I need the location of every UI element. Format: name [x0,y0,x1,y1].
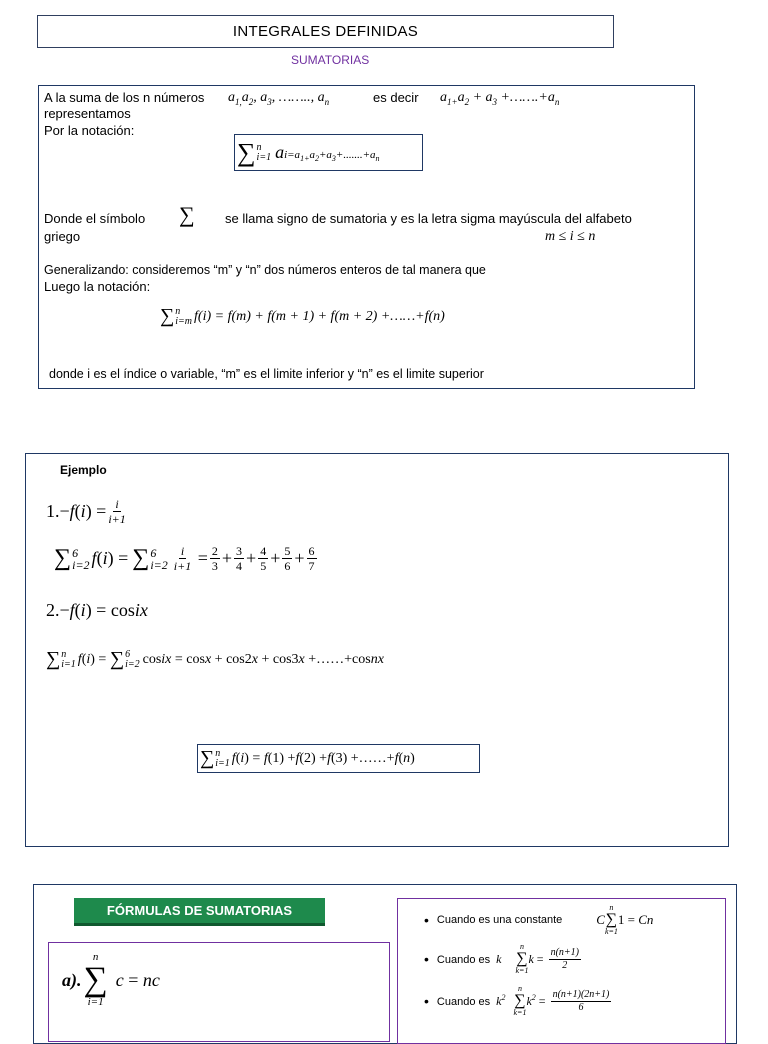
luego-text: Luego la notación: [44,279,151,294]
es-decir-text: es decir [373,90,419,105]
boxed-sum-formula: ∑ n i=1 a $i=a_{1+}a_2+a_3+.......+a_n$ [234,134,423,171]
sum-expr: $a_{1+}a_2 + a_3$ $+\dots\dots.+a_n$ [440,90,560,107]
general-sum-formula: ∑ n i=m f(i) = f(m) + f(m + 1) + f(m + 2) +……+f(n) [160,305,445,327]
formula-item-label: Cuando es $k^2$ [436,993,506,1008]
formula-item-constant: • Cuando es una constante C n ∑ k=1 1 = Cn [424,903,654,936]
formula-item-label: Cuando es una constante [436,914,563,926]
example1-sum: ∑ 6 i=2 f ( i ) = ∑ 6 i=2 $\frac{i}{i+1}$ = $\frac{2}{3}$ + $\frac{3}{4}$ + $\frac{4}{5}$ + $\frac{5}{6}$ + $\frac{6}{7}$ [54,544,315,573]
signo-sumatoria-text: se llama signo de sumatoria y es la letra sigma mayúscula del alfabeto [225,211,632,226]
formula-item-k-squared: • Cuando es $k^2$ n ∑ k=1 $k^2$ = $\frac{n(n+1)(2n+1)}{6}$ [424,984,610,1017]
formula-item-label: Cuando es k [436,951,502,966]
example2-definition: 2.−f(i) = cosix [46,600,148,620]
intro-text: A la suma de los n números [44,90,205,105]
formula-item-k: • Cuando es k n ∑ k=1 k = $\frac{n(n+1)}{2}$ [424,942,579,975]
indice-text: donde i es el índice o variable, “m” es el limite inferior y “n” es el limite superior [49,367,484,381]
donde-simbolo-text: Donde el símbolo [44,211,146,226]
notacion-text: Por la notación: [44,123,135,138]
example-boxed-formula: ∑ n i=1 f ( i ) = f (1) + f (2) + f (3) +……+ f ( n ) [197,744,480,773]
formulas-banner-label: FÓRMULAS DE SUMATORIAS [106,903,293,918]
example-heading: Ejemplo [60,463,107,477]
generalizando-text: Generalizando: consideremos “m” y “n” dos números enteros de tal manera que [44,263,486,277]
sigma-symbol: ∑ [237,137,256,167]
definition-box [38,85,695,389]
formula-a: a). n ∑ i=1 c = nc [62,951,160,1008]
title-box [37,15,614,48]
sequence-expr: $a_{1,}a_2$, $a_3$, …….., $a_n$ [228,90,330,107]
page-title: INTEGRALES DEFINIDAS [232,23,419,40]
range-expr: m ≤ i ≤ n [545,229,596,244]
sigma-icon: ∑ [179,202,195,227]
representamos-text: representamos [44,106,131,121]
example2-sum: ∑ n i=1 f ( i ) = ∑ 6 i=2 cosix = cosx + cos2x + cos3x +……+cosnx [46,648,384,670]
formulas-banner [74,898,325,926]
page-subtitle: SUMATORIAS [291,53,370,67]
example1-definition: 1.− f ( i ) = $\frac{i}{i+1}$ [46,497,126,526]
griego-text: griego [44,229,81,244]
